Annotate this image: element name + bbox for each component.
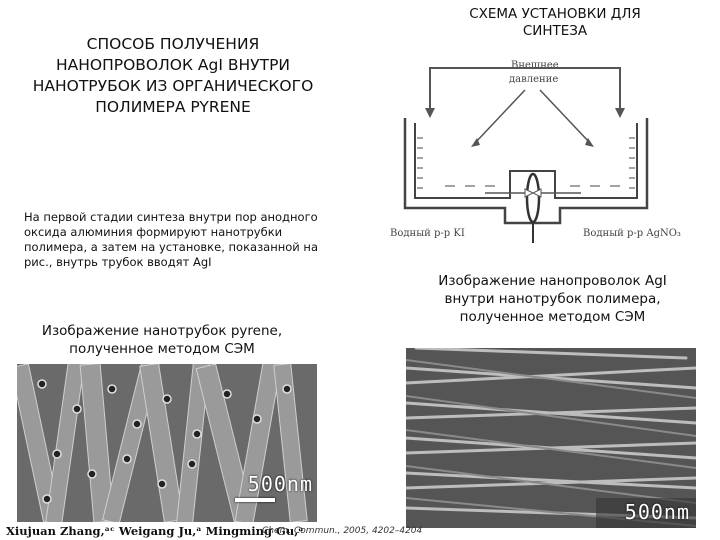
pressure-label-2: давление (509, 74, 559, 85)
left-scale-label: 500nm (247, 472, 313, 496)
liquid-left (417, 138, 495, 188)
sem-image-nanotubes (17, 364, 317, 522)
citation-journal: Chem. Commun., 2005, 4202–4204 (262, 526, 423, 536)
citation-authors: Xiujuan Zhang,ᵃᶜ Weigang Ju,ᵃ Mingming Gu,ᵃ (6, 524, 304, 538)
liquid-right (570, 138, 635, 188)
left-scale-bar (235, 498, 275, 502)
description-text: На первой стадии синтеза внутри пор анодного оксида алюминия формируют нанотрубки полимера, а затем на установке, показанной на рис., внутрь трубок вводят AgI (24, 210, 318, 269)
left-image-caption: Изображение нанотрубок pyrene, полученное методом СЭМ (41, 323, 283, 357)
sem-image-nanowires (406, 348, 696, 528)
left-solution-label: Водный р-р KI (390, 228, 465, 239)
arrow-down-right (615, 108, 625, 118)
schema-title: СХЕМА УСТАНОВКИ ДЛЯ СИНТЕЗА (469, 6, 641, 39)
page-title: СПОСОБ ПОЛУЧЕНИЯ НАНОПРОВОЛОК AgI ВНУТРИ НАНОТРУБОК ИЗ ОРГАНИЧЕСКОГО ПОЛИМЕРА PYRENE (32, 35, 314, 116)
right-scale-label: 500nm (624, 500, 690, 524)
right-solution-label: Водный р-р AgNO₃ (583, 228, 681, 239)
pressure-label-1: Внешнее (511, 60, 559, 71)
arrow-down-left (425, 108, 435, 118)
membrane (527, 174, 539, 222)
synthesis-setup-diagram (385, 48, 705, 253)
right-image-caption: Изображение нанопроволок AgI внутри нанотрубок полимера, полученное методом СЭМ (438, 273, 667, 325)
